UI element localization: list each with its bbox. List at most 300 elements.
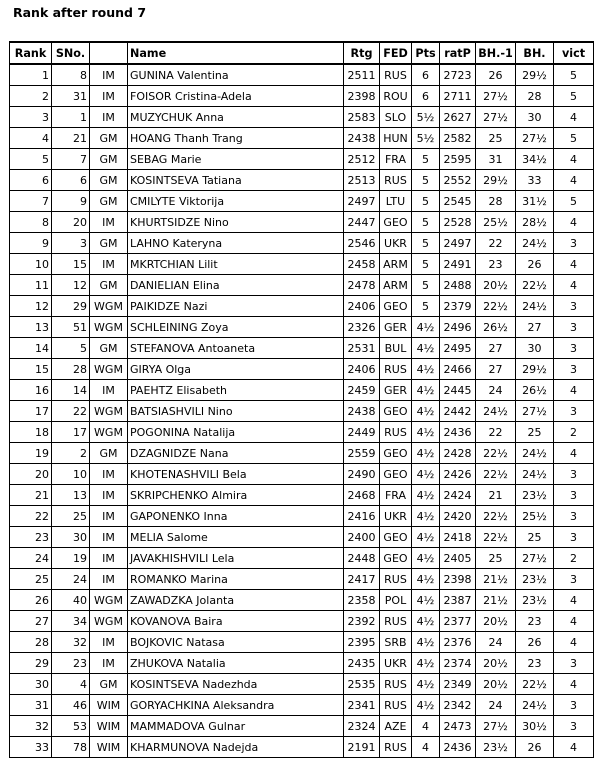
cell-rtg: 2511 <box>344 64 380 86</box>
col-header-rtg: Rtg <box>344 42 380 64</box>
cell-rank: 25 <box>10 569 52 590</box>
cell-vict: 4 <box>554 107 594 128</box>
cell-vict: 3 <box>554 317 594 338</box>
cell-sno: 9 <box>52 191 90 212</box>
cell-bh: 28½ <box>516 212 554 233</box>
cell-ratp: 2497 <box>440 233 476 254</box>
cell-rtg: 2448 <box>344 548 380 569</box>
cell-fed: RUS <box>380 64 412 86</box>
cell-fed: RUS <box>380 695 412 716</box>
cell-name: GUNINA Valentina <box>128 64 344 86</box>
cell-pts: 5 <box>412 149 440 170</box>
cell-vict: 4 <box>554 170 594 191</box>
cell-bh1: 22½ <box>476 506 516 527</box>
cell-fed: UKR <box>380 233 412 254</box>
col-header-fed: FED <box>380 42 412 64</box>
cell-rank: 20 <box>10 464 52 485</box>
cell-ratp: 2342 <box>440 695 476 716</box>
cell-pts: 5 <box>412 296 440 317</box>
cell-rank: 26 <box>10 590 52 611</box>
cell-title: WGM <box>90 611 128 632</box>
cell-name: CMILYTE Viktorija <box>128 191 344 212</box>
cell-ratp: 2428 <box>440 443 476 464</box>
cell-bh1: 29½ <box>476 170 516 191</box>
cell-rank: 11 <box>10 275 52 296</box>
cell-name: MELIA Salome <box>128 527 344 548</box>
cell-fed: SLO <box>380 107 412 128</box>
cell-bh1: 20½ <box>476 611 516 632</box>
cell-ratp: 2436 <box>440 737 476 758</box>
table-row <box>10 737 594 758</box>
cell-bh: 26 <box>516 254 554 275</box>
cell-sno: 20 <box>52 212 90 233</box>
cell-name: MKRTCHIAN Lilit <box>128 254 344 275</box>
cell-name: KOSINTSEVA Nadezhda <box>128 674 344 695</box>
cell-ratp: 2528 <box>440 212 476 233</box>
cell-vict: 4 <box>554 632 594 653</box>
cell-bh: 34½ <box>516 149 554 170</box>
cell-rtg: 2468 <box>344 485 380 506</box>
cell-sno: 13 <box>52 485 90 506</box>
cell-name: JAVAKHISHVILI Lela <box>128 548 344 569</box>
cell-name: KOSINTSEVA Tatiana <box>128 170 344 191</box>
cell-title: IM <box>90 86 128 107</box>
cell-name: KOVANOVA Baira <box>128 611 344 632</box>
table-row <box>10 695 594 716</box>
col-header-title <box>90 42 128 64</box>
cell-rank: 27 <box>10 611 52 632</box>
cell-rtg: 2583 <box>344 107 380 128</box>
cell-ratp: 2405 <box>440 548 476 569</box>
cell-rank: 24 <box>10 548 52 569</box>
cell-bh: 22½ <box>516 275 554 296</box>
cell-ratp: 2545 <box>440 191 476 212</box>
cell-fed: GEO <box>380 296 412 317</box>
cell-rtg: 2406 <box>344 359 380 380</box>
cell-ratp: 2420 <box>440 506 476 527</box>
cell-bh: 23½ <box>516 590 554 611</box>
cell-ratp: 2495 <box>440 338 476 359</box>
cell-bh1: 31 <box>476 149 516 170</box>
cell-pts: 4½ <box>412 569 440 590</box>
cell-bh: 23 <box>516 611 554 632</box>
cell-title: IM <box>90 107 128 128</box>
col-header-pts: Pts <box>412 42 440 64</box>
cell-ratp: 2473 <box>440 716 476 737</box>
cell-fed: GEO <box>380 464 412 485</box>
cell-ratp: 2424 <box>440 485 476 506</box>
cell-fed: GER <box>380 317 412 338</box>
cell-bh1: 25 <box>476 128 516 149</box>
cell-sno: 3 <box>52 233 90 254</box>
cell-pts: 4½ <box>412 695 440 716</box>
cell-ratp: 2445 <box>440 380 476 401</box>
cell-rank: 16 <box>10 380 52 401</box>
cell-rtg: 2341 <box>344 695 380 716</box>
cell-bh1: 24 <box>476 695 516 716</box>
cell-fed: RUS <box>380 611 412 632</box>
cell-bh1: 24 <box>476 632 516 653</box>
table-row <box>10 275 594 296</box>
cell-rtg: 2326 <box>344 317 380 338</box>
cell-name: MUZYCHUK Anna <box>128 107 344 128</box>
cell-fed: HUN <box>380 128 412 149</box>
cell-title: GM <box>90 170 128 191</box>
cell-bh: 30 <box>516 338 554 359</box>
cell-pts: 4½ <box>412 338 440 359</box>
cell-vict: 3 <box>554 401 594 422</box>
cell-rank: 9 <box>10 233 52 254</box>
cell-bh: 30 <box>516 107 554 128</box>
cell-rtg: 2513 <box>344 170 380 191</box>
col-header-bh1: BH.-1 <box>476 42 516 64</box>
cell-pts: 4½ <box>412 443 440 464</box>
cell-ratp: 2387 <box>440 590 476 611</box>
cell-rank: 4 <box>10 128 52 149</box>
col-header-rank: Rank <box>10 42 52 64</box>
cell-title: WGM <box>90 422 128 443</box>
cell-bh1: 22½ <box>476 296 516 317</box>
cell-rtg: 2531 <box>344 338 380 359</box>
table-row <box>10 254 594 275</box>
cell-sno: 19 <box>52 548 90 569</box>
cell-name: BOJKOVIC Natasa <box>128 632 344 653</box>
cell-pts: 4½ <box>412 653 440 674</box>
cell-bh: 28 <box>516 86 554 107</box>
cell-ratp: 2426 <box>440 464 476 485</box>
cell-fed: POL <box>380 590 412 611</box>
cell-ratp: 2436 <box>440 422 476 443</box>
cell-sno: 28 <box>52 359 90 380</box>
cell-pts: 4½ <box>412 548 440 569</box>
cell-bh: 31½ <box>516 191 554 212</box>
cell-title: GM <box>90 128 128 149</box>
cell-sno: 24 <box>52 569 90 590</box>
cell-bh: 27½ <box>516 548 554 569</box>
cell-sno: 32 <box>52 632 90 653</box>
cell-sno: 12 <box>52 275 90 296</box>
col-header-bh: BH. <box>516 42 554 64</box>
cell-rank: 19 <box>10 443 52 464</box>
cell-pts: 4½ <box>412 317 440 338</box>
cell-pts: 4½ <box>412 506 440 527</box>
cell-rank: 28 <box>10 632 52 653</box>
cell-title: IM <box>90 212 128 233</box>
table-row <box>10 401 594 422</box>
table-row <box>10 128 594 149</box>
cell-vict: 3 <box>554 233 594 254</box>
cell-bh1: 25½ <box>476 212 516 233</box>
col-header-ratp: ratP <box>440 42 476 64</box>
cell-sno: 15 <box>52 254 90 275</box>
cell-name: DANIELIAN Elina <box>128 275 344 296</box>
cell-bh1: 27½ <box>476 716 516 737</box>
cell-bh: 29½ <box>516 64 554 86</box>
cell-pts: 5 <box>412 191 440 212</box>
cell-title: IM <box>90 380 128 401</box>
cell-fed: SRB <box>380 632 412 653</box>
cell-sno: 23 <box>52 653 90 674</box>
cell-vict: 4 <box>554 254 594 275</box>
cell-rtg: 2435 <box>344 653 380 674</box>
cell-rtg: 2478 <box>344 275 380 296</box>
cell-bh: 29½ <box>516 359 554 380</box>
cell-rank: 5 <box>10 149 52 170</box>
cell-bh1: 23 <box>476 254 516 275</box>
cell-rtg: 2438 <box>344 128 380 149</box>
cell-bh: 23 <box>516 653 554 674</box>
cell-bh1: 26½ <box>476 317 516 338</box>
cell-fed: GER <box>380 380 412 401</box>
cell-rank: 14 <box>10 338 52 359</box>
cell-bh: 23½ <box>516 569 554 590</box>
cell-bh1: 27 <box>476 338 516 359</box>
cell-bh1: 21½ <box>476 569 516 590</box>
cell-rank: 33 <box>10 737 52 758</box>
cell-fed: FRA <box>380 485 412 506</box>
table-row <box>10 569 594 590</box>
cell-rtg: 2490 <box>344 464 380 485</box>
cell-sno: 1 <box>52 107 90 128</box>
cell-title: WIM <box>90 695 128 716</box>
cell-rank: 18 <box>10 422 52 443</box>
cell-vict: 2 <box>554 422 594 443</box>
cell-fed: RUS <box>380 359 412 380</box>
cell-name: DZAGNIDZE Nana <box>128 443 344 464</box>
cell-name: SCHLEINING Zoya <box>128 317 344 338</box>
cell-vict: 4 <box>554 380 594 401</box>
col-header-sno: SNo. <box>52 42 90 64</box>
cell-name: PAIKIDZE Nazi <box>128 296 344 317</box>
cell-ratp: 2627 <box>440 107 476 128</box>
cell-title: WGM <box>90 401 128 422</box>
cell-pts: 4½ <box>412 590 440 611</box>
cell-title: IM <box>90 485 128 506</box>
cell-name: LAHNO Kateryna <box>128 233 344 254</box>
cell-sno: 40 <box>52 590 90 611</box>
cell-pts: 4½ <box>412 485 440 506</box>
cell-rtg: 2497 <box>344 191 380 212</box>
table-row <box>10 527 594 548</box>
cell-bh: 25 <box>516 422 554 443</box>
cell-sno: 78 <box>52 737 90 758</box>
cell-rank: 12 <box>10 296 52 317</box>
cell-sno: 51 <box>52 317 90 338</box>
cell-ratp: 2418 <box>440 527 476 548</box>
cell-pts: 5 <box>412 170 440 191</box>
table-row <box>10 590 594 611</box>
cell-sno: 14 <box>52 380 90 401</box>
cell-rank: 32 <box>10 716 52 737</box>
cell-rtg: 2449 <box>344 422 380 443</box>
cell-sno: 30 <box>52 527 90 548</box>
cell-vict: 3 <box>554 296 594 317</box>
cell-rank: 6 <box>10 170 52 191</box>
cell-name: KHOTENASHVILI Bela <box>128 464 344 485</box>
cell-bh: 33 <box>516 170 554 191</box>
cell-bh1: 22½ <box>476 443 516 464</box>
cell-bh1: 24½ <box>476 401 516 422</box>
cell-name: ROMANKO Marina <box>128 569 344 590</box>
cell-pts: 6 <box>412 86 440 107</box>
cell-vict: 3 <box>554 569 594 590</box>
cell-bh1: 22½ <box>476 527 516 548</box>
cell-name: GAPONENKO Inna <box>128 506 344 527</box>
table-row <box>10 464 594 485</box>
cell-bh1: 26 <box>476 64 516 86</box>
cell-rank: 10 <box>10 254 52 275</box>
cell-vict: 5 <box>554 128 594 149</box>
cell-title: IM <box>90 632 128 653</box>
cell-sno: 2 <box>52 443 90 464</box>
table-row <box>10 317 594 338</box>
cell-title: WGM <box>90 317 128 338</box>
cell-rtg: 2191 <box>344 737 380 758</box>
cell-fed: LTU <box>380 191 412 212</box>
cell-sno: 4 <box>52 674 90 695</box>
table-row <box>10 359 594 380</box>
cell-fed: AZE <box>380 716 412 737</box>
cell-title: WGM <box>90 590 128 611</box>
cell-vict: 3 <box>554 485 594 506</box>
cell-pts: 4 <box>412 737 440 758</box>
cell-bh: 27½ <box>516 128 554 149</box>
cell-vict: 2 <box>554 548 594 569</box>
cell-bh: 24½ <box>516 233 554 254</box>
standings-table <box>9 41 594 758</box>
cell-sno: 17 <box>52 422 90 443</box>
cell-bh1: 22 <box>476 422 516 443</box>
cell-bh: 26 <box>516 737 554 758</box>
cell-pts: 4½ <box>412 464 440 485</box>
cell-sno: 34 <box>52 611 90 632</box>
cell-name: FOISOR Cristina-Adela <box>128 86 344 107</box>
cell-bh1: 28 <box>476 191 516 212</box>
cell-pts: 4½ <box>412 380 440 401</box>
cell-sno: 21 <box>52 128 90 149</box>
cell-vict: 3 <box>554 695 594 716</box>
cell-bh1: 20½ <box>476 275 516 296</box>
cell-vict: 4 <box>554 737 594 758</box>
cell-rank: 23 <box>10 527 52 548</box>
cell-sno: 22 <box>52 401 90 422</box>
col-header-vict: vict <box>554 42 594 64</box>
cell-ratp: 2442 <box>440 401 476 422</box>
cell-rank: 17 <box>10 401 52 422</box>
cell-ratp: 2374 <box>440 653 476 674</box>
cell-title: GM <box>90 191 128 212</box>
cell-sno: 10 <box>52 464 90 485</box>
cell-rtg: 2447 <box>344 212 380 233</box>
cell-fed: GEO <box>380 548 412 569</box>
cell-fed: GEO <box>380 527 412 548</box>
cell-name: KHARMUNOVA Nadejda <box>128 737 344 758</box>
cell-name: HOANG Thanh Trang <box>128 128 344 149</box>
table-row <box>10 86 594 107</box>
table-row <box>10 485 594 506</box>
cell-rtg: 2416 <box>344 506 380 527</box>
cell-vict: 5 <box>554 86 594 107</box>
cell-vict: 4 <box>554 212 594 233</box>
cell-ratp: 2488 <box>440 275 476 296</box>
table-row <box>10 422 594 443</box>
cell-rtg: 2358 <box>344 590 380 611</box>
cell-pts: 4 <box>412 716 440 737</box>
table-row <box>10 716 594 737</box>
cell-pts: 5 <box>412 254 440 275</box>
table-row <box>10 233 594 254</box>
cell-ratp: 2723 <box>440 64 476 86</box>
cell-pts: 6 <box>412 64 440 86</box>
cell-bh1: 22½ <box>476 464 516 485</box>
cell-rank: 15 <box>10 359 52 380</box>
cell-rank: 8 <box>10 212 52 233</box>
cell-pts: 5½ <box>412 128 440 149</box>
cell-fed: RUS <box>380 569 412 590</box>
cell-ratp: 2496 <box>440 317 476 338</box>
cell-bh: 27½ <box>516 401 554 422</box>
cell-fed: UKR <box>380 653 412 674</box>
cell-bh: 26 <box>516 632 554 653</box>
cell-bh: 24½ <box>516 464 554 485</box>
cell-vict: 3 <box>554 359 594 380</box>
cell-ratp: 2398 <box>440 569 476 590</box>
cell-vict: 4 <box>554 590 594 611</box>
cell-sno: 8 <box>52 64 90 86</box>
table-row <box>10 212 594 233</box>
cell-name: PAEHTZ Elisabeth <box>128 380 344 401</box>
cell-vict: 4 <box>554 149 594 170</box>
cell-rtg: 2535 <box>344 674 380 695</box>
cell-ratp: 2582 <box>440 128 476 149</box>
cell-name: GORYACHKINA Aleksandra <box>128 695 344 716</box>
cell-fed: GEO <box>380 443 412 464</box>
cell-bh: 27 <box>516 317 554 338</box>
cell-bh1: 21 <box>476 485 516 506</box>
cell-vict: 3 <box>554 653 594 674</box>
cell-rank: 2 <box>10 86 52 107</box>
cell-title: IM <box>90 254 128 275</box>
cell-name: SKRIPCHENKO Almira <box>128 485 344 506</box>
cell-rtg: 2458 <box>344 254 380 275</box>
cell-sno: 25 <box>52 506 90 527</box>
cell-rtg: 2417 <box>344 569 380 590</box>
cell-name: ZAWADZKA Jolanta <box>128 590 344 611</box>
table-row <box>10 107 594 128</box>
cell-vict: 3 <box>554 464 594 485</box>
cell-rank: 22 <box>10 506 52 527</box>
cell-title: IM <box>90 527 128 548</box>
cell-bh: 24½ <box>516 443 554 464</box>
cell-pts: 4½ <box>412 611 440 632</box>
cell-fed: RUS <box>380 170 412 191</box>
cell-name: STEFANOVA Antoaneta <box>128 338 344 359</box>
table-row <box>10 632 594 653</box>
cell-fed: GEO <box>380 212 412 233</box>
cell-pts: 4½ <box>412 632 440 653</box>
cell-fed: UKR <box>380 506 412 527</box>
cell-title: IM <box>90 548 128 569</box>
standings-body <box>10 64 594 758</box>
cell-title: WGM <box>90 296 128 317</box>
cell-vict: 3 <box>554 506 594 527</box>
cell-title: GM <box>90 443 128 464</box>
cell-bh1: 24 <box>476 380 516 401</box>
cell-ratp: 2349 <box>440 674 476 695</box>
cell-sno: 31 <box>52 86 90 107</box>
cell-title: IM <box>90 653 128 674</box>
cell-vict: 3 <box>554 527 594 548</box>
